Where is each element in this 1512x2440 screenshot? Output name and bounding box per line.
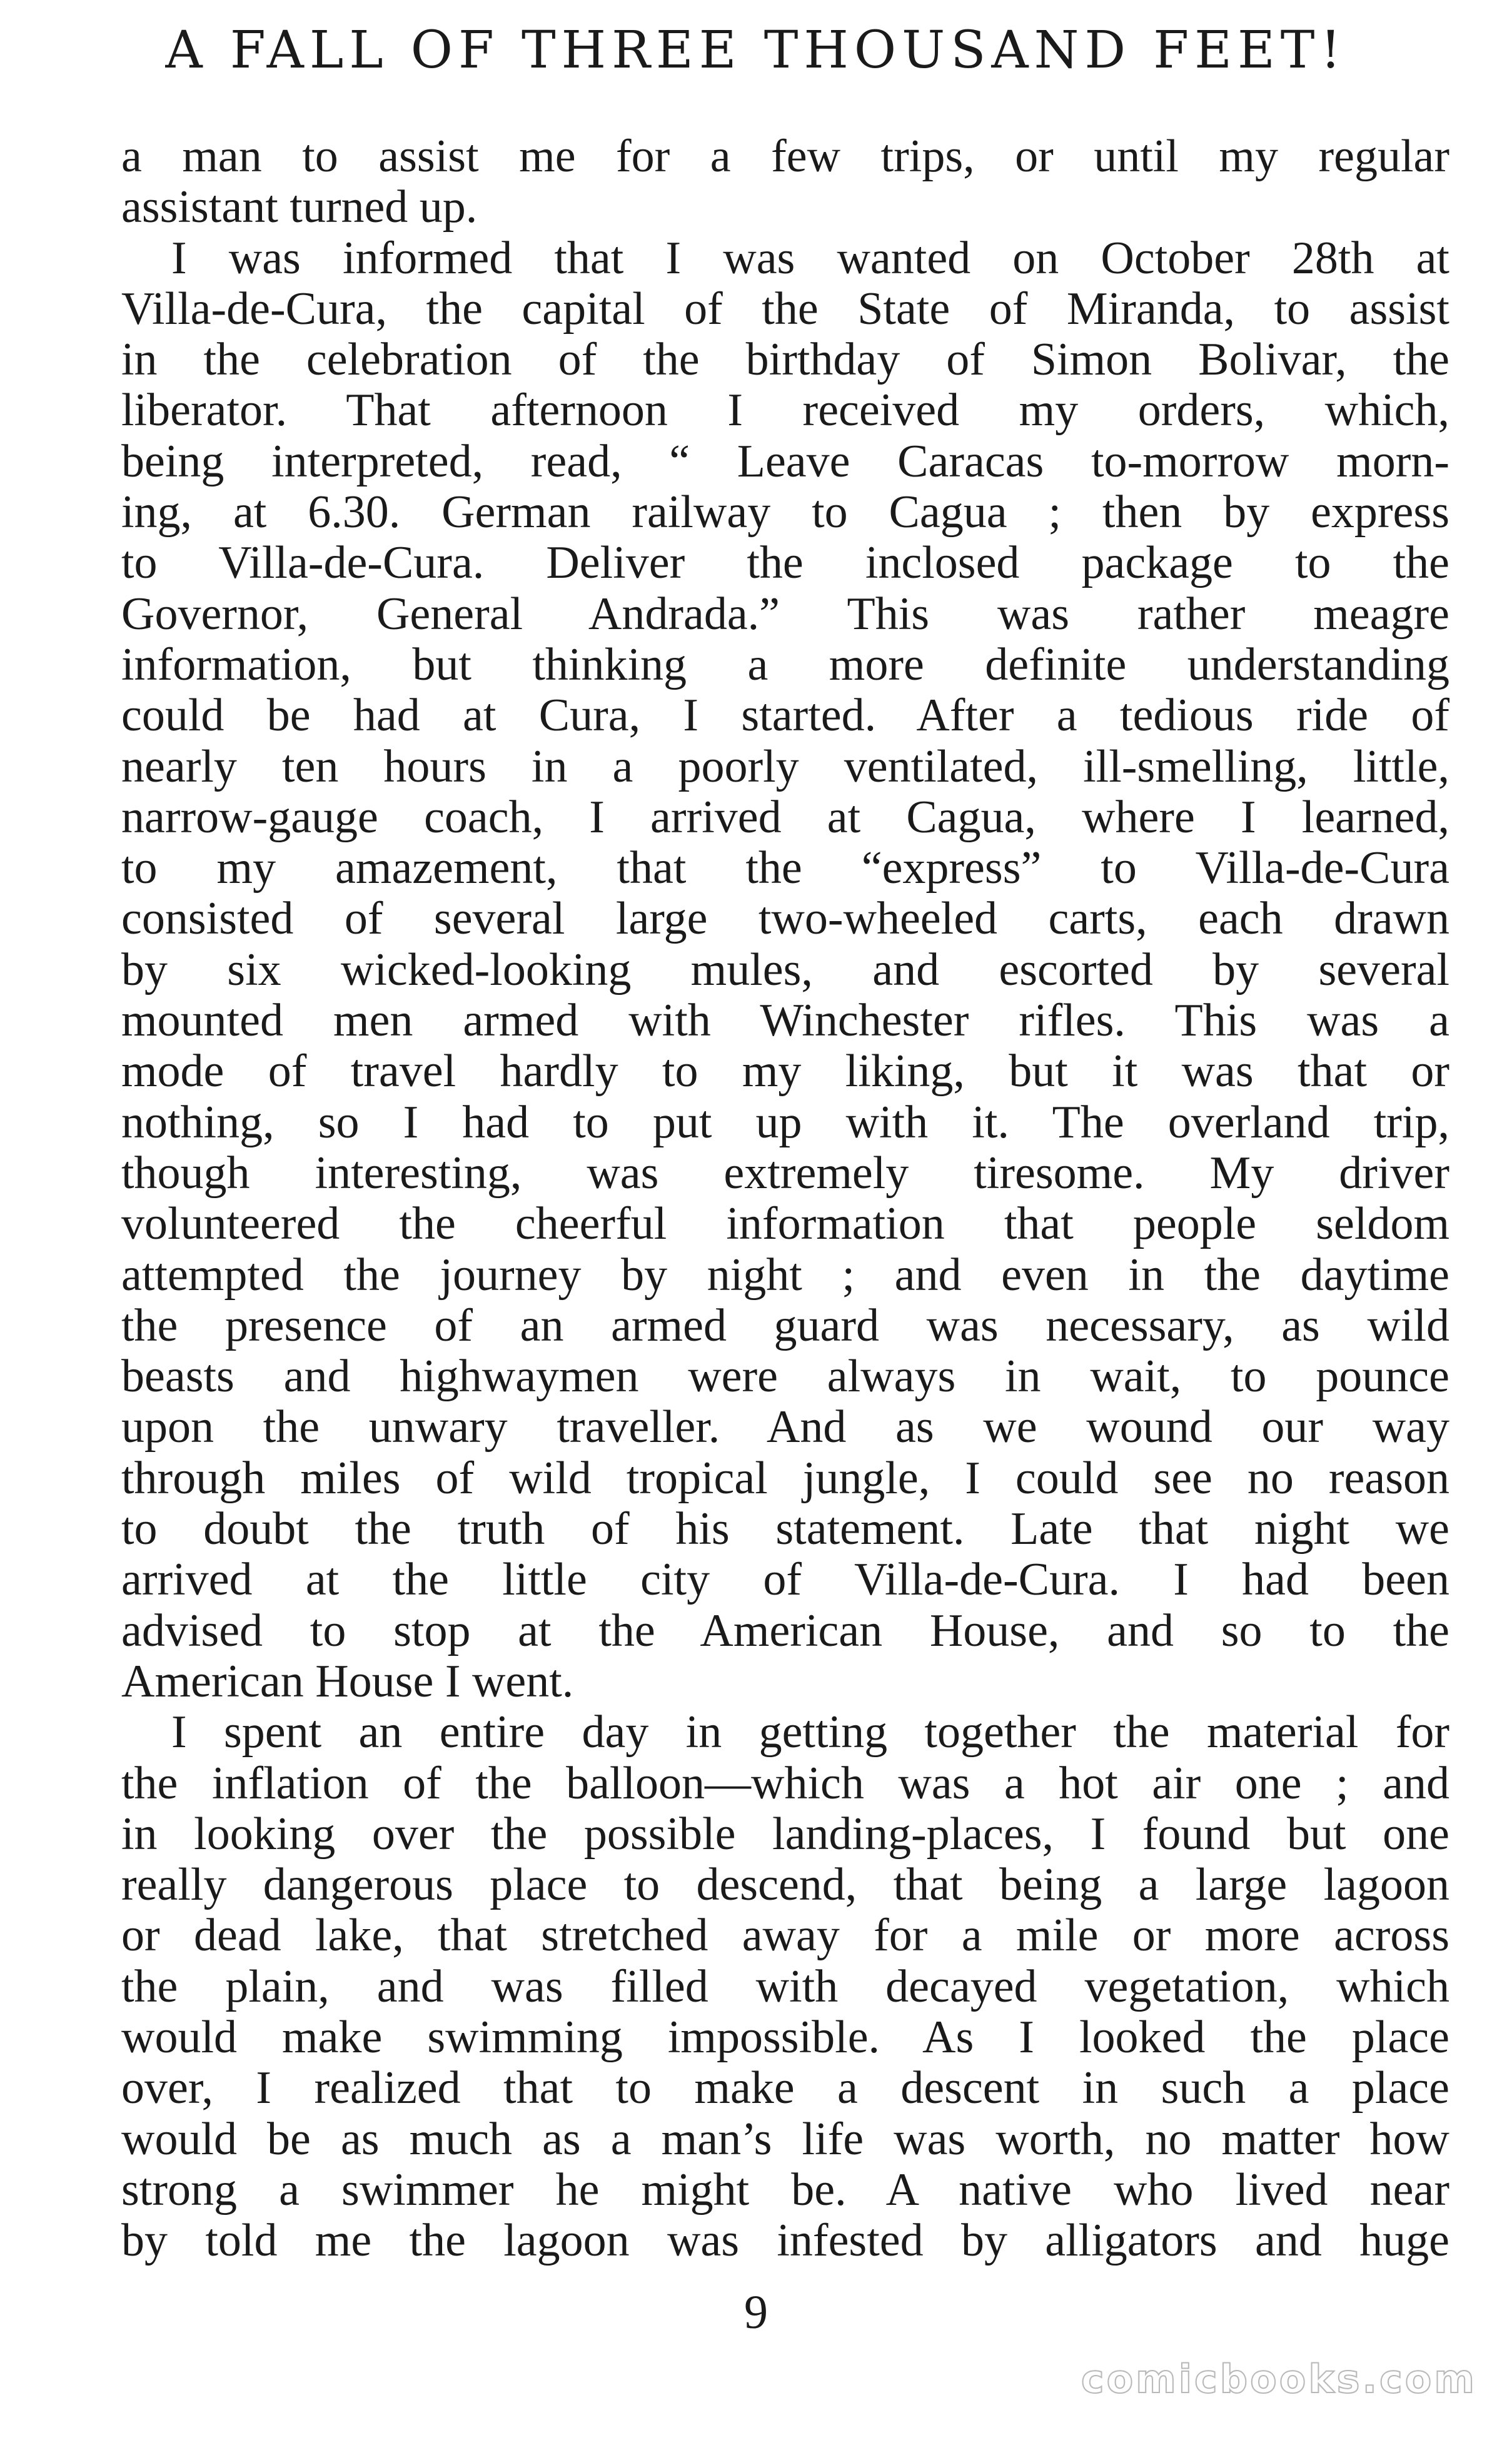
text-line: assistant turned up. (121, 181, 478, 233)
text-line: in looking over the possible landing-places, I found but one (121, 1808, 1449, 1860)
text-line: or dead lake, that stretched away for a mile or more across (121, 1910, 1449, 1962)
text-line: the presence of an armed guard was necessary, as wild (121, 1299, 1449, 1351)
text-line: strong a swimmer he might be. A native who lived near (121, 2164, 1449, 2216)
text-line: mounted men armed with Winchester rifles. This was a (121, 995, 1449, 1047)
text-line: by six wicked-looking mules, and escorted by several (121, 944, 1449, 996)
text-line: upon the unwary traveller. And as we wound our way (121, 1401, 1449, 1453)
text-line: Governor, General Andrada.” This was rather meagre (121, 588, 1449, 640)
text-line: ing, at 6.30. German railway to Cagua ; then by express (121, 486, 1449, 538)
text-line: really dangerous place to descend, that being a large lagoon (121, 1859, 1449, 1911)
text-line: in the celebration of the birthday of Simon Bolivar, the (121, 334, 1449, 386)
paragraph-1 (121, 131, 1449, 233)
paragraph-3 (121, 1707, 1449, 2266)
text-line: over, I realized that to make a descent in such a place (121, 2062, 1449, 2114)
text-line: to my amazement, that the “express” to Villa-de-Cura (121, 842, 1449, 894)
text-line: I spent an entire day in getting together the material for (171, 1706, 1449, 1758)
text-line: advised to stop at the American House, and so to the (121, 1605, 1449, 1656)
text-line: to Villa-de-Cura. Deliver the inclosed package to the (121, 537, 1449, 589)
text-line: the inflation of the balloon—which was a hot air one ; and (121, 1757, 1449, 1809)
text-line: I was informed that I was wanted on October 28th at (171, 232, 1449, 284)
text-line: through miles of wild tropical jungle, I could see no reason (121, 1452, 1449, 1504)
text-line: Villa-de-Cura, the capital of the State of Miranda, to assist (121, 283, 1449, 335)
text-line: being interpreted, read, “ Leave Caracas to-morrow morn- (121, 435, 1449, 487)
text-line: attempted the journey by night ; and even in the daytime (121, 1249, 1449, 1301)
paragraph-2 (121, 233, 1449, 1708)
text-line: nearly ten hours in a poorly ventilated, ill-smelling, little, (121, 740, 1449, 792)
text-line: could be had at Cura, I started. After a tedious ride of (121, 690, 1449, 742)
text-line: mode of travel hardly to my liking, but it was that or (121, 1046, 1449, 1097)
running-title: A FALL OF THREE THOUSAND FEET! (165, 21, 1347, 80)
text-line: narrow-gauge coach, I arrived at Cagua, where I learned, (121, 791, 1449, 843)
text-line: volunteered the cheerful information that people seldom (121, 1198, 1449, 1250)
page-number: 9 (744, 2286, 768, 2339)
text-line: the plain, and was filled with decayed vegetation, which (121, 1960, 1449, 2012)
site-watermark: comicbooks.com (1081, 2356, 1477, 2402)
text-line: consisted of several large two-wheeled carts, each drawn (121, 893, 1449, 945)
text-line: a man to assist me for a few trips, or until my regular (121, 131, 1449, 182)
text-line: beasts and highwaymen were always in wait, to pounce (121, 1351, 1449, 1403)
text-line: arrived at the little city of Villa-de-Cura. I had been (121, 1554, 1449, 1606)
text-line: nothing, so I had to put up with it. The overland trip, (121, 1096, 1449, 1148)
text-line: liberator. That afternoon I received my orders, which, (121, 385, 1449, 436)
text-line: though interesting, was extremely tiresome. My driver (121, 1147, 1449, 1199)
text-line: by told me the lagoon was infested by alligators and huge (121, 2215, 1449, 2267)
text-line: information, but thinking a more definite understanding (121, 638, 1449, 690)
text-line: to doubt the truth of his statement. Late that night we (121, 1503, 1449, 1555)
text-line: would be as much as a man’s life was worth, no matter how (121, 2113, 1449, 2165)
text-line: would make swimming impossible. As I looked the place (121, 2011, 1449, 2063)
text-line: American House I went. (121, 1655, 574, 1707)
article-body (121, 131, 1449, 2266)
